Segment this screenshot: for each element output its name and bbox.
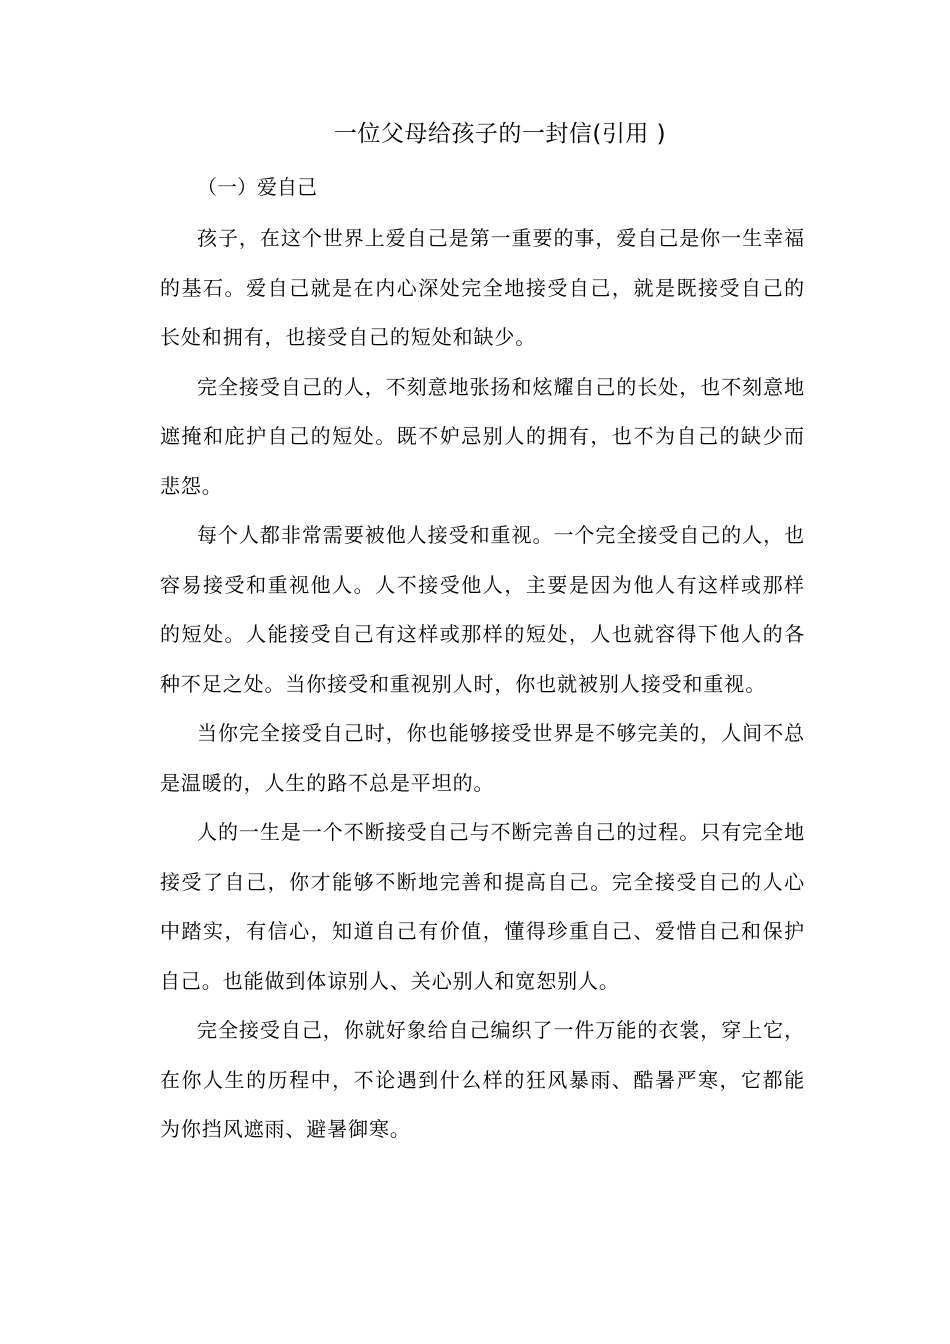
section-heading: （一）爱自己 <box>197 175 317 199</box>
document-body <box>160 214 805 1155</box>
paragraph-3: 每个人都非常需要被他人接受和重视。一个完全接受自己的人，也容易接受和重视他人。人不接受他人，主要是因为他人有这样或那样的短处。人能接受自己有这样或那样的短处，人也就容得下他人的各种不足之处。当你接受和重视别人时，你也就被别人接受和重视。 <box>160 523 805 696</box>
paragraph-1: 孩子，在这个世界上爱自己是第一重要的事，爱自己是你一生幸福的基石。爱自己就是在内心深处完全地接受自己，就是既接受自己的长处和拥有，也接受自己的短处和缺少。 <box>160 226 805 349</box>
paragraph-4: 当你完全接受自己时，你也能够接受世界是不够完美的，人间不总是温暖的，人生的路不总是平坦的。 <box>160 721 805 795</box>
paragraph-5: 人的一生是一个不断接受自己与不断完善自己的过程。只有完全地接受了自己，你才能够不断地完善和提高自己。完全接受自己的人心中踏实，有信心，知道自己有价值，懂得珍重自己、爱惜自己和保护自己。也能做到体谅别人、关心别人和宽恕别人。 <box>160 820 805 993</box>
paragraph-2: 完全接受自己的人，不刻意地张扬和炫耀自己的长处，也不刻意地遮掩和庇护自己的短处。既不妒忌别人的拥有，也不为自己的缺少而悲怨。 <box>160 374 805 498</box>
paragraph-6: 完全接受自己，你就好象给自己编织了一件万能的衣裳，穿上它，在你人生的历程中，不论遇到什么样的狂风暴雨、酷暑严寒，它都能为你挡风遮雨、避暑御寒。 <box>160 1018 805 1141</box>
document-title: 一位父母给孩子的一封信(引用 ) <box>333 121 667 147</box>
